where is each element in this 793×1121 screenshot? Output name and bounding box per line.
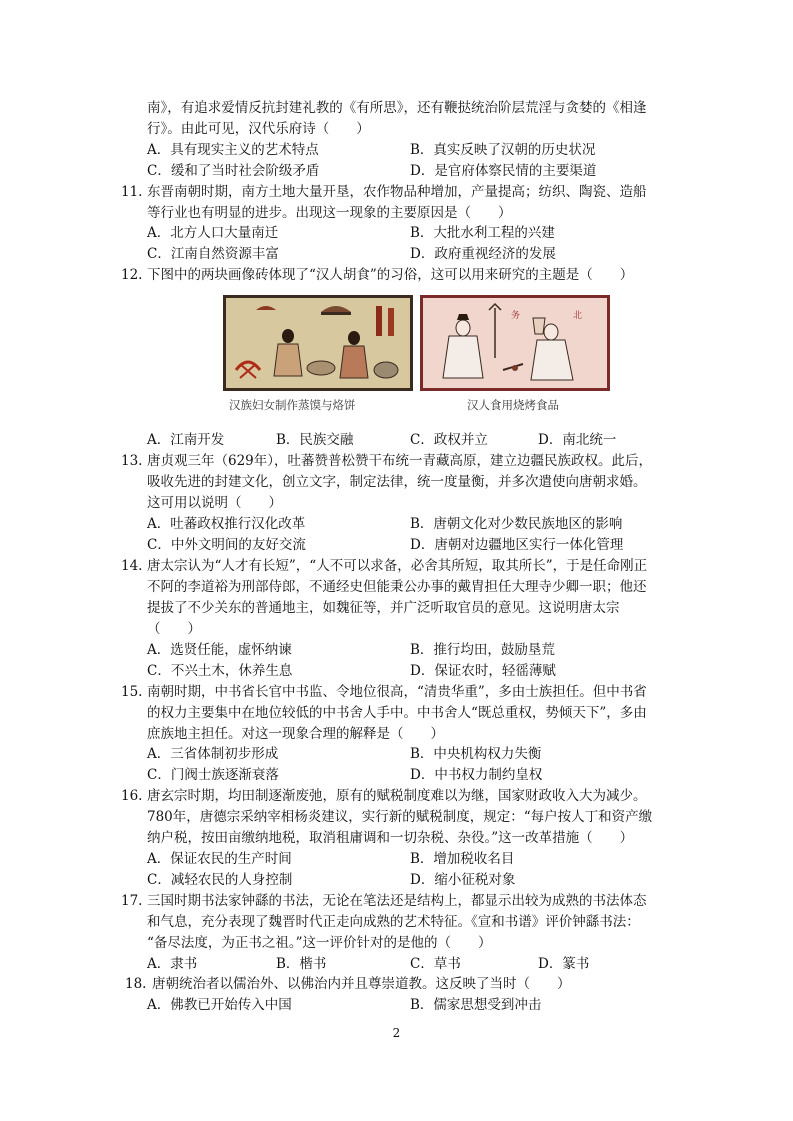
q12-option-b: B．民族交融	[276, 432, 354, 448]
q13-number: 13.	[121, 453, 143, 469]
caption-left: 汉族妇女制作蒸馍与烙饼	[229, 398, 356, 412]
q13-option-b: B．唐朝文化对少数民族地区的影响	[410, 516, 623, 532]
q12-number: 12.	[121, 267, 143, 283]
q11-option-a: A．北方人口大量南迁	[147, 225, 279, 241]
q14-option-a: A．选贤任能，虚怀纳谏	[147, 642, 292, 658]
q13-option-a: A．吐蕃政权推行汉化改革	[147, 516, 306, 532]
q13-line1: 唐贞观三年（629年），吐蕃赞普松赞干布统一青藏高原，建立边疆民族政权。此后，	[147, 453, 653, 469]
q17-option-d: D．篆书	[538, 956, 590, 972]
q11-line2: 等行业也有明显的进步。出现这一现象的主要原因是（ ）	[147, 205, 512, 221]
q13-option-d: D．唐朝对边疆地区实行一体化管理	[410, 537, 624, 553]
q18-option-a: A．佛教已开始传入中国	[147, 997, 292, 1013]
q10-line2: 行》。由此可见，汉代乐府诗（ ）	[147, 121, 370, 137]
q17-number: 17.	[121, 893, 143, 909]
caption-right: 汉人食用烧烤食品	[467, 398, 559, 412]
q15-option-b: B．中央机构权力失衡	[410, 746, 542, 762]
q10-option-c: C．缓和了当时社会阶级矛盾	[147, 163, 320, 179]
q16-line3: 纳户税，按田亩缴纳地税，取消租庸调和一切杂税、杂役。”这一改革措施（ ）	[147, 830, 634, 846]
q17-option-c: C．草书	[410, 956, 461, 972]
q14-line3: 提拔了不少关东的普通地主，如魏征等，并广泛听取官员的意见。这说明唐太宗	[147, 600, 620, 616]
svg-text:北: 北	[573, 311, 583, 321]
q14-line1: 唐太宗认为“人才有长短”，“人不可以求备，必舍其所短，取其所长”，于是任命刚正	[147, 558, 648, 574]
q16-option-d: D．缩小征税对象	[410, 872, 516, 888]
q17-line3: “备尽法度，为正书之祖。”这一评价针对的是他的（ ）	[147, 935, 492, 951]
q10-option-d: D．是官府体察民情的主要渠道	[410, 163, 597, 179]
q15-option-c: C．门阀士族逐渐衰落	[147, 767, 279, 783]
page-number: 2	[392, 1026, 401, 1040]
q14-option-c: C．不兴土木，休养生息	[147, 663, 293, 679]
q17-line1: 三国时期书法家钟繇的书法，无论在笔法还是结构上，都显示出较为成熟的书法体态	[147, 893, 647, 909]
q15-number: 15.	[121, 684, 143, 700]
q11-option-d: D．政府重视经济的发展	[410, 246, 556, 262]
q15-line1: 南朝时期，中书省长官中书监、令地位很高，“清贵华重”，多由士族担任。但中书省	[147, 684, 647, 700]
q14-line2: 不阿的李道裕为刑部侍郎，不通经史但能秉公办事的戴胄担任大理寺少卿一职；他还	[147, 579, 647, 595]
q17-option-a: A．隶书	[147, 956, 198, 972]
q13-line2: 吸收先进的封建文化，创立文字，制定法律，统一度量衡，并多次遣使向唐朝求婚。	[147, 474, 647, 490]
q11-option-b: B．大批水利工程的兴建	[410, 225, 555, 241]
q18-number: 18.	[125, 976, 147, 992]
q12-option-c: C．政权并立	[410, 432, 488, 448]
q16-option-a: A．保证农民的生产时间	[147, 851, 292, 867]
q17-option-b: B．楷书	[276, 956, 327, 972]
brick-painting-right	[420, 295, 610, 391]
q16-option-b: B．增加税收名目	[410, 851, 515, 867]
q15-option-a: A．三省体制初步形成	[147, 746, 279, 762]
q10-option-a: A．具有现实主义的艺术特点	[147, 142, 319, 158]
q16-option-c: C．减轻农民的人身控制	[147, 872, 293, 888]
svg-text:务: 务	[511, 311, 521, 321]
q15-option-d: D．中书权力制约皇权	[410, 767, 543, 783]
q15-line3: 庶族地主担任。对这一现象合理的解释是（ ）	[147, 726, 444, 742]
q11-line1: 东晋南朝时期，南方土地大量开垦，农作物品种增加，产量提高；纺织、陶瓷、造船	[147, 184, 647, 200]
q11-option-c: C．江南自然资源丰富	[147, 246, 279, 262]
q14-option-d: D．保证农时，轻徭薄赋	[410, 663, 556, 679]
q13-option-c: C．中外文明间的友好交流	[147, 537, 306, 553]
q14-line4: （ ）	[147, 621, 201, 637]
q18-option-b: B．儒家思想受到冲击	[410, 997, 542, 1013]
q10-option-b: B．真实反映了汉朝的历史状况	[410, 142, 596, 158]
q17-line2: 和气息，充分表现了魏晋时代正走向成熟的艺术特征。《宣和书谱》评价钟繇书法：	[147, 914, 640, 930]
brick-painting-left	[223, 295, 413, 391]
q16-line1: 唐玄宗时期，均田制逐渐废弛，原有的赋税制度难以为继，国家财政收入大为减少。	[147, 788, 647, 804]
q12-option-d: D．南北统一	[538, 432, 617, 448]
q12-line1: 下图中的两块画像砖体现了“汉人胡食”的习俗，这可以用来研究的主题是（ ）	[147, 267, 634, 283]
q10-line1: 南》，有追求爱情反抗封建礼教的《有所思》，还有鞭挞统治阶层荒淫与贪婪的《相逢	[147, 100, 647, 116]
q14-number: 14.	[121, 558, 143, 574]
women-making-bread-image	[226, 298, 410, 388]
q15-line2: 的权力主要集中在地位较低的中书舍人手中。中书舍人“既总重权，势倾天下”，多由	[147, 705, 647, 721]
q18-line1: 唐朝统治者以儒治外、以佛治内并且尊崇道教。这反映了当时（ ）	[152, 976, 571, 992]
q14-option-b: B．推行均田，鼓励垦荒	[410, 642, 555, 658]
q16-number: 16.	[121, 788, 143, 804]
q13-line3: 这可用以说明（ ）	[147, 495, 282, 511]
q16-line2: 780年，唐德宗采纳宰相杨炎建议，实行新的赋税制度，规定：“每户按人丁和资产缴	[147, 809, 653, 825]
men-eating-roast-image	[423, 298, 607, 388]
q12-option-a: A．江南开发	[147, 432, 225, 448]
q11-number: 11.	[121, 184, 143, 200]
